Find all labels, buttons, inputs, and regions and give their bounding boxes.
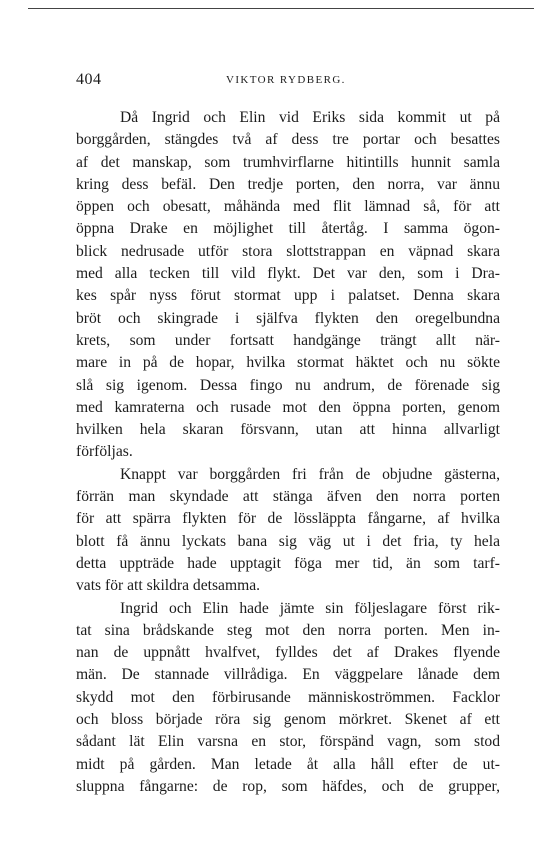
text-line: med alla tecken till vild flykt. Det var den, som i Dra- [76, 265, 500, 283]
text-line: och bloss började röra sig genom mörkret. Skenet af ett [76, 711, 500, 729]
text-line: slå sig igenom. Dessa fingo nu andrum, de förenade sig [76, 376, 500, 394]
text-line: mare in på de hopar, hvilka stormat häktet och nu sökte [76, 354, 500, 372]
running-head-title: VIKTOR RYDBERG. [226, 74, 346, 86]
text-line: förföljas. [76, 443, 133, 461]
text-line: förrän man skyndade att stänga äfven den norra porten [76, 488, 500, 506]
text-line: tat sina brådskande steg mot den norra porten. Men in- [76, 621, 500, 639]
text-line: sluppna fångarne: de rop, som häfdes, och de grupper, [76, 777, 500, 795]
page-number: 404 [76, 71, 102, 88]
body-text [76, 107, 500, 798]
text-line: öppen och obesatt, måhända med flit lämnad så, för att [76, 198, 500, 216]
text-line: skydd mot den förbirusande människoströmmen. Facklor [76, 688, 500, 706]
text-line: detta uppträde hade upptagit föga mer tid, än som tarf- [76, 554, 500, 572]
text-line: Knappt var borggården fri från de objudne gästerna, [120, 465, 500, 483]
text-line: midt på gården. Man letade åt alla håll efter de ut- [76, 755, 500, 773]
text-line: sådant lät Elin varsna en stor, förspänd vagn, som stod [76, 733, 500, 751]
text-line: kes spår nyss förut stormat upp i palatset. Denna skara [76, 287, 500, 305]
text-line: blick nedrusade utför stora slottstrappan en väpnad skara [76, 242, 500, 260]
text-line: med kamraterna och rusade mot den öppna porten, genom [76, 398, 500, 416]
text-line: kring dess befäl. Den tredje porten, den norra, var ännu [76, 175, 500, 193]
text-line: nan de uppnått hvalfvet, fylldes det af Drakes flyende [76, 644, 500, 662]
text-line: Ingrid och Elin hade jämte sin följeslagare först rik- [120, 599, 500, 617]
text-line: Då Ingrid och Elin vid Eriks sida kommit ut på [120, 109, 500, 126]
text-line: öppna Drake en möjlighet till återtåg. I samma ögon- [76, 220, 500, 238]
running-head [76, 71, 500, 91]
text-line: för att spärra flykten för de lössläppta fångarne, af hvilka [76, 510, 500, 528]
text-line: blott få ännu lyckats bana sig väg ut i det fria, ty hela [76, 532, 500, 550]
text-line: krets, som under fortsatt handgänge trängt allt när- [76, 331, 500, 349]
text-line: män. De stannade villrådiga. En väggpelare lånade dem [76, 666, 500, 684]
top-rule [28, 8, 534, 9]
text-line: borggården, stängdes två af dess tre portar och besattes [76, 131, 500, 149]
text-line: bröt och skingrade i själfva flykten den oregelbundna [76, 309, 500, 327]
text-line: hvilken hela skaran försvann, utan att hinna allvarligt [76, 421, 500, 439]
text-line: af det manskap, som trumhvirflarne hitintills hunnit samla [76, 153, 500, 171]
text-line: vats för att skildra detsamma. [76, 577, 261, 595]
